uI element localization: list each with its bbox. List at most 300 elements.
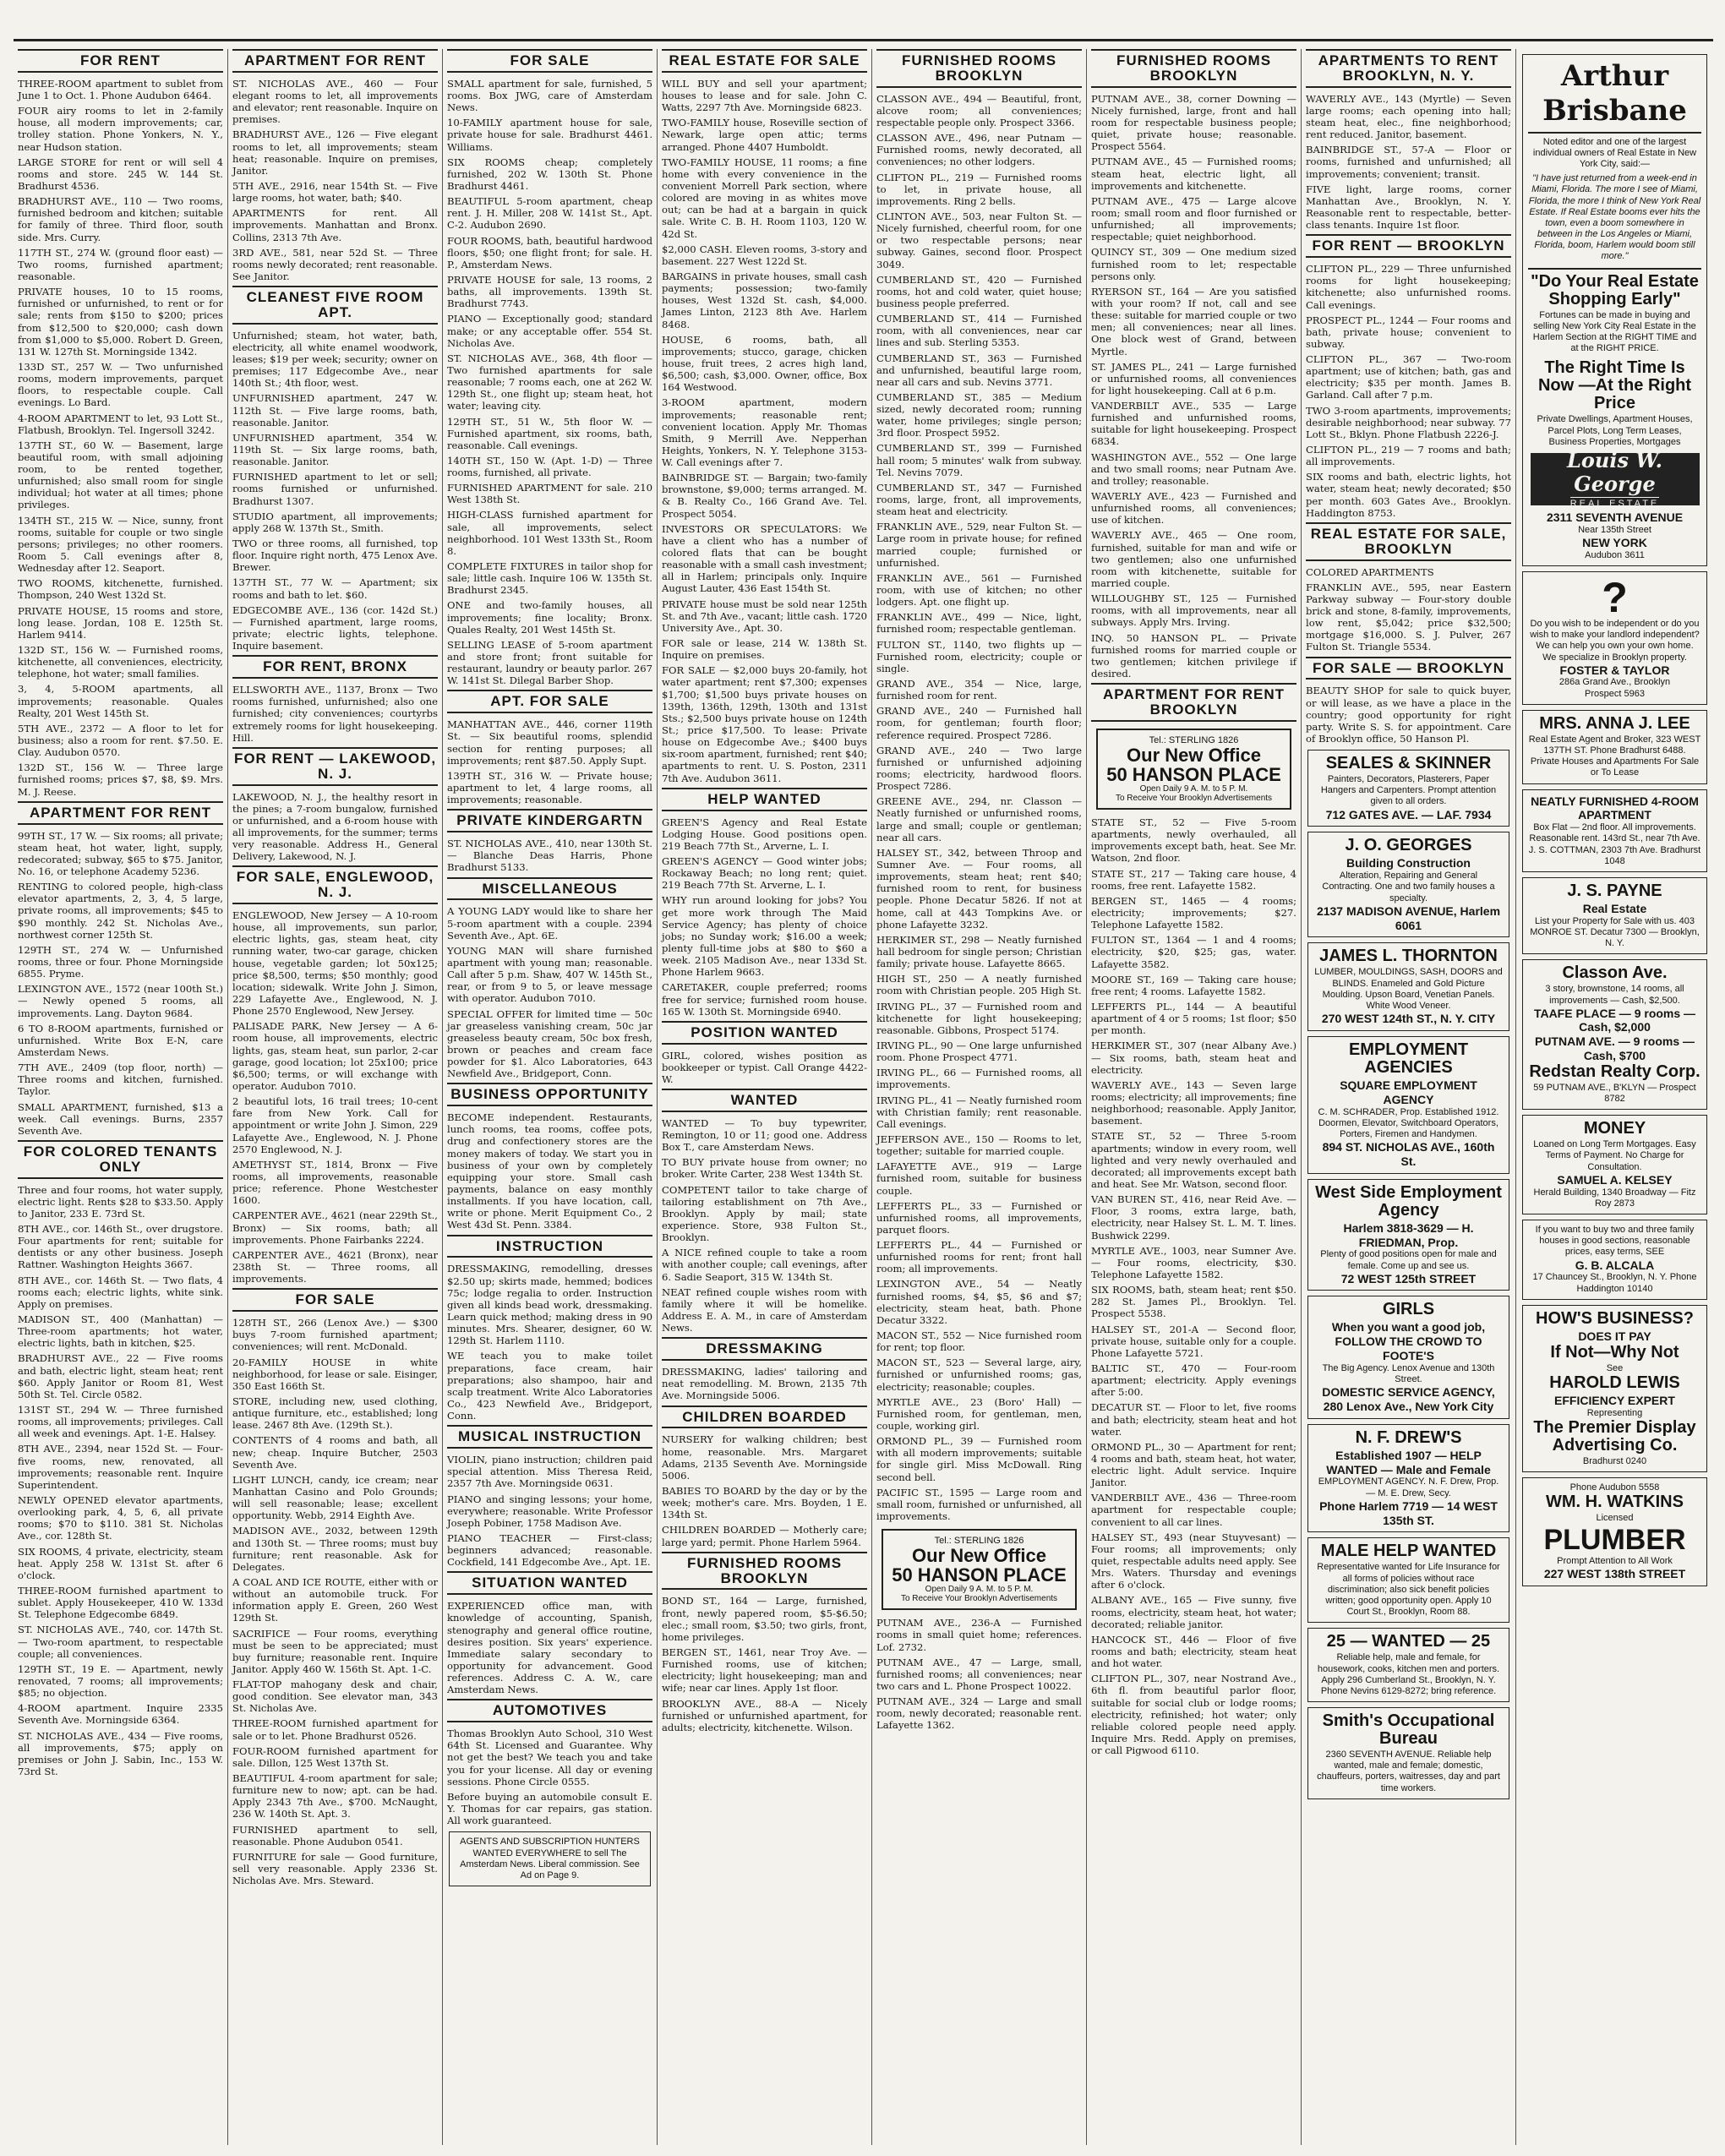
alcala-body: If you want to buy two and three family houses in good sections, reasonable prices, easy terms, SEE <box>1535 1224 1695 1258</box>
classon-addr: 59 PUTNAM AVE., B'KLYN — Prospect 8782 <box>1533 1082 1696 1105</box>
classified-ad: CLIFTON PL., 229 — Three unfurnished rooms for light housekeeping; kitchenette; also unfurnished rooms. Call evenings. <box>1306 263 1511 311</box>
brisbane-quote: "I have just returned from a week-end in Miami, Florida. The more I see of Miami, Florida, the more I think of New York Real Estate. If Real Estate booms ever hits the town, even a boom somewhere in between in the Los Angeles or Miami, Florida, boom, Harlem would boom still more." <box>1528 173 1701 262</box>
display-ad-extra: 2137 MADISON AVENUE, Harlem 6061 <box>1316 903 1501 932</box>
column-2 <box>228 49 443 2145</box>
display-ad-sub: When you want a good job, FOLLOW THE CROWD TO FOOTE'S <box>1331 1320 1486 1363</box>
classified-ad: CUMBERLAND ST., 363 — Furnished and unfurnished, beautiful large room, near all cars and sub. Nevins 3771. <box>876 352 1082 388</box>
foster-phone: Prospect 5963 <box>1585 688 1645 699</box>
ad-list <box>447 1111 652 1231</box>
classified-ad: IRVING PL., 37 — Furnished room and kitchenette for light housekeeping; reasonable. Gibbons, Prospect 5174. <box>876 1000 1082 1036</box>
classified-ad: DRESSMAKING, remodelling, dresses $2.50 up; skirts made, hemmed; bodices 75c; lodge regalia to order. Instruction given all kinds bead work, dressmaking. Learn quick method; making dress in 90 minutes. Mrs. Shearer, designer, 60 W. 129th St. Harlem 1110. <box>447 1263 652 1347</box>
ad-list <box>232 1317 438 1886</box>
column-4 <box>658 49 872 2145</box>
money-ad <box>1522 1115 1707 1214</box>
classified-ad: THREE-ROOM furnished apartment to sublet. Apply Housekeeper, 410 W. 133d St. Telephone Edgecombe 6849. <box>18 1584 223 1621</box>
lee-ad <box>1522 710 1707 784</box>
cottman-sig: J. S. COTTMAN, 2303 7th Ave. Bradhurst 1048 <box>1528 844 1701 866</box>
classified-ad: THREE-ROOM furnished apartment for sale or to let. Phone Bradhurst 0526. <box>232 1717 438 1742</box>
ad-list <box>447 718 652 805</box>
classified-ad: CONTENTS of 4 rooms and bath, all new; cheap. Inquire Butcher, 2503 Seventh Ave. <box>232 1434 438 1471</box>
classon-putnam: PUTNAM AVE. — 9 rooms — Cash, $700 <box>1534 1034 1695 1063</box>
classified-ad: INQ. 50 HANSON PL. — Private furnished rooms for married couple or two gentlemen; kitchen privilege if desired. <box>1091 631 1296 680</box>
ad-list <box>18 1184 223 1777</box>
display-ad-extra: 72 WEST 125th STREET <box>1340 1271 1477 1285</box>
classified-ad: 5TH AVE., 2916, near 154th St. — Five large rooms, hot water, bath; $40. <box>232 179 438 205</box>
classified-ad: PRIVATE house must be sold near 125th St. and 7th Ave., vacant; little cash. 1720 University Ave., Apt. 30. <box>662 598 867 634</box>
ad-list <box>447 838 652 873</box>
classified-ad: GIRL, colored, wishes position as bookkeeper or typist. Call Orange 4422-W. <box>662 1049 867 1085</box>
logo-sub: REAL ESTATE <box>1569 499 1660 510</box>
display-ad-body: EMPLOYMENT AGENCY. N. F. Drew, Prop. — M. E. Drew, Secy. <box>1318 1476 1499 1498</box>
ad-list <box>447 1454 652 1568</box>
classified-ad: BAINBRIDGE ST. — Bargain; two-family brownstone, $9,000; terms arranged. M. & B. Realty Co., 166 Grand Ave. Tel. Prospect 5054. <box>662 472 867 520</box>
classified-ad: VANDERBILT AVE., 436 — Three-room apartment for respectable couple; convenient to all car lines. <box>1091 1492 1296 1528</box>
ad-list <box>1306 566 1511 653</box>
display-ad <box>1307 1707 1509 1799</box>
classon-body: 3 story, brownstone, 14 rooms, all improvements — Cash, $2,500. <box>1545 984 1684 1006</box>
classified-ad: IRVING PL., 90 — One large unfurnished room. Phone Prospect 4771. <box>876 1039 1082 1064</box>
classified-ad: NURSERY for walking children; best home, reasonable. Mrs. Margaret Adams, 2135 Seventh Ave. Morningside 5006. <box>662 1433 867 1482</box>
display-ad-body: Reliable help, male and female, for housework, cooks, kitchen men and porters. Apply 296 Cumberland St., Brooklyn, N. Y. Phone Nevins 6129-8272; bring reference. <box>1317 1652 1500 1696</box>
slogan-2-body: Private Dwellings, Apartment Houses, Parcel Plots, Long Term Leases, Business Properties, Mortgages <box>1537 414 1693 447</box>
classified-ad: 140TH ST., 150 W. (Apt. 1-D) — Three rooms, furnished, all private. <box>447 454 652 479</box>
display-ad-body: LUMBER, MOULDINGS, SASH, DOORS and BLINDS. Enameled and Gold Picture Moulding. Upson Board, Venetian Panels. White Wood Veneer. <box>1314 967 1503 1011</box>
classified-ad: VAN BUREN ST., 416, near Reid Ave. — Floor, 3 rooms, extra large, bath, electricity, near Halsey St. L. M. T. lines. Bushwick 2299. <box>1091 1193 1296 1242</box>
display-ad-body: Representative wanted for Life Insurance for all forms of policies without race discrimination; also sick benefit policies written; good opportunity open. Apply 10 Court St., Brooklyn, Room 88. <box>1317 1562 1500 1618</box>
hanson-line4: To Receive Your Brooklyn Advertisements <box>900 1594 1058 1604</box>
classified-ad: VIOLIN, piano instruction; children paid special attention. Miss Theresa Reid, 2357 7th Ave. Morningside 0631. <box>447 1454 652 1490</box>
display-ad-body: The Big Agency. Lenox Avenue and 130th Street. <box>1322 1362 1495 1385</box>
classified-ad: BEAUTY SHOP for sale to quick buyer, or will lease, as we have a place in the country; good opportunity for right party. Write S. S. for appointment. Care of Brooklyn office, 50 Hanson Pl. <box>1306 685 1511 745</box>
classified-ad: PUTNAM AVE., 45 — Furnished rooms; steam heat, electric light, all improvements and kitchenette. <box>1091 156 1296 192</box>
ad-list <box>232 330 438 652</box>
section-header: MUSICAL INSTRUCTION <box>447 1425 652 1449</box>
section-header: FOR SALE — BROOKLYN <box>1306 657 1511 680</box>
classified-ad: 132D ST., 156 W. — Three large furnished rooms; prices $7, $8, $9. Mrs. M. J. Reese. <box>18 761 223 798</box>
classified-ad: ST. NICHOLAS AVE., 434 — Five rooms, all improvements, $75; apply on premises or John J. Sabin, Inc., 153 W. 73rd St. <box>18 1729 223 1777</box>
classified-ad: Thomas Brooklyn Auto School, 310 West 64th St. Licensed and Guarantee. Why not get the best? We teach you and take you for your license. All day or evening sessions. Phone Circle 0555. <box>447 1728 652 1788</box>
classified-ad: EDGECOMBE AVE., 136 (cor. 142d St.) — Furnished apartment, large rooms, private; electric lights, telephone. Inquire basement. <box>232 603 438 652</box>
classified-ad: 139TH ST., 316 W. — Private house; apartment to let, 4 large rooms, all improvements; reasonable. <box>447 769 652 806</box>
brisbane-ad <box>1522 54 1707 566</box>
display-ad <box>1307 832 1509 937</box>
classified-ad: DECATUR ST. — Floor to let, five rooms and bath; electricity, steam heat and hot water. <box>1091 1401 1296 1438</box>
classified-ad: ST. NICHOLAS AVE., 460 — Four elegant rooms to let, all improvements and elevator; rent reasonable. Inquire on premises. <box>232 77 438 126</box>
classified-ad: FOUR-ROOM furnished apartment for sale. Dillon, 125 West 137th St. <box>232 1744 438 1769</box>
watkins-body: Prompt Attention to All Work <box>1557 1556 1673 1567</box>
section-header: BUSINESS OPPORTUNITY <box>447 1083 652 1106</box>
classified-ad: PACIFIC ST., 1595 — Large room and small room, furnished or unfurnished, all improvements. <box>876 1486 1082 1523</box>
classified-ad: AMETHYST ST., 1814, Bronx — Five rooms, all improvements, reasonable price; reference. Phone Westchester 1600. <box>232 1158 438 1207</box>
classified-ad: WE teach you to make toilet preparations, face cream, hair preparations; also shampoo, hair and scalp treatment. Write Alco Laboratories Co., 423 Newfield Ave., Bridgeport, Conn. <box>447 1350 652 1422</box>
classified-ad: HERKIMER ST., 307 (near Albany Ave.) — Six rooms, bath, steam heat and electricity. <box>1091 1040 1296 1076</box>
classified-ad: 8TH AVE., cor. 146th St. — Two flats, 4 rooms each; electric lights, white sink. Apply on premises. <box>18 1274 223 1310</box>
classified-ad: ENGLEWOOD, New Jersey — A 10-room house, all improvements, sun parlor, electric lights, gas, steam heat, city running water, two-car garage, chicken house, vegetable garden; lot 50x125; price $8,500, terms; $50 monthly; good location; sidewalk. Write John J. Simon, 229 Lafayette Ave., Englewood, N. J. Phone 2570 Englewood, New Jersey. <box>232 909 438 1018</box>
classified-ad: HIGH ST., 250 — A neatly furnished room with Christian people. 205 High St. <box>876 973 1082 997</box>
alcala-name: G. B. ALCALA <box>1575 1258 1655 1272</box>
classified-ad: GRAND AVE., 240 — Two large furnished or unfurnished adjoining rooms; electricity, hardwood floors. Prospect 7286. <box>876 744 1082 793</box>
classified-ad: UNFURNISHED apartment, 247 W. 112th St. — Five large rooms, bath, reasonable. Janitor. <box>232 392 438 428</box>
classified-ad: NEAT refined couple wishes room with family where it will be homelike. Address E. A. M., in care of Amsterdam News. <box>662 1285 867 1335</box>
classified-ad: BEAUTIFUL 4-room apartment for sale; furniture new to now; apt. can be had. Apply 2343 7th Ave., $700. McNaught, 236 W. 140th St. Apt. 3. <box>232 1772 438 1820</box>
classified-ad: ALBANY AVE., 165 — Five sunny, five rooms, electricity, steam heat, hot water; decorated; reliable janitor. <box>1091 1594 1296 1630</box>
classified-ad: LAFAYETTE AVE., 919 — Large furnished room, suitable for business couple. <box>876 1160 1082 1197</box>
classified-ad: 5TH AVE., 2372 — A floor to let for business; also a room for rent. $7.50. E. Clay. Audubon 0570. <box>18 722 223 759</box>
classified-ad: WANTED — To buy typewriter, Remington, 10 or 11; good one. Address Box T., care Amsterdam News. <box>662 1116 867 1154</box>
hanson-line1: Our New Office <box>1127 744 1261 766</box>
classified-ad: CHILDREN BOARDED — Motherly care; large yard; permit. Phone Harlem 5964. <box>662 1524 867 1548</box>
section-header: POSITION WANTED <box>662 1021 867 1045</box>
classified-ad: TWO-FAMILY house, Roseville section of Newark, large open attic; terms arranged. Phone 4407 Humboldt. <box>662 117 867 153</box>
george-addr1: 2311 SEVENTH AVENUE <box>1546 510 1684 524</box>
classified-ad: LEXINGTON AVE., 54 — Neatly furnished rooms, $4, $5, $6 and $7; electricity, steam heat, bath. Phone Decatur 3322. <box>876 1278 1082 1326</box>
lewis-ad <box>1522 1305 1707 1472</box>
classified-ad: 3RD AVE., 581, near 52d St. — Three rooms newly decorated; rent reasonable. See Janitor. <box>232 246 438 282</box>
classified-ad: HALSEY ST., 201-A — Second floor, private house, suitable only for a couple. Phone Lafayette 5721. <box>1091 1323 1296 1359</box>
classified-ad: TWO or three rooms, all furnished, top floor. Inquire right north, 475 Lenox Ave. Brewer. <box>232 538 438 574</box>
classified-ad: UNFURNISHED apartment, 354 W. 119th St. — Six large rooms, bath, reasonable. Janitor. <box>232 431 438 468</box>
section-header: FOR RENT — BROOKLYN <box>1306 234 1511 258</box>
classified-ad: CLINTON AVE., 503, near Fulton St. — Nicely furnished, cheerful room, for one or two respectable persons; near subway. Gaines, second floor. Prospect 3049. <box>876 210 1082 270</box>
classified-ad: A NICE refined couple to take a room with another couple; call evenings, after 6. Sadie Seaport, 315 W. 134th St. <box>662 1247 867 1283</box>
brisbane-intro: Noted editor and one of the largest individual owners of Real Estate in New York City, said:— <box>1532 136 1697 169</box>
lee-body: Real Estate Agent and Broker, 323 WEST 137TH ST. Phone Bradhurst 6488. Private Houses and Apartments For Sale or To Lease <box>1528 734 1701 778</box>
money-name: MONEY <box>1583 1119 1646 1138</box>
classified-ad: SELLING LEASE of 5-room apartment and store front; front suitable for restaurant, laundry or beauty parlor. 267 W. 141st St. Dilegal Barber Shop. <box>447 638 652 687</box>
display-ad <box>1307 1179 1509 1291</box>
classified-ad: BABIES TO BOARD by the day or by the week; mother's care. Mrs. Boyden, 1 E. 134th St. <box>662 1484 867 1521</box>
classified-ad: FRANKLIN AVE., 499 — Nice, light, furnished room; respectable gentleman. <box>876 611 1082 636</box>
classified-ad: STATE ST., 52 — Five 5-room apartments, newly overhauled, all improvements except bath, heat. See Mr. Watson, 2nd floor. <box>1091 816 1296 865</box>
logo-script: Louis W. George <box>1567 447 1662 497</box>
classified-ad: 132D ST., 156 W. — Furnished rooms, kitchenette, all conveniences, electricity, telephone, hot water; small families. <box>18 644 223 680</box>
classified-ad: GRAND AVE., 240 — Furnished hall room, for gentleman; fourth floor; reference required. Prospect 7286. <box>876 705 1082 741</box>
classified-ad: CLIFTON PL., 367 — Two-room apartment; use of kitchen; bath, gas and electricity; $35 per month. James B. Garland. Call after 7 p.m. <box>1306 353 1511 401</box>
classified-ad: SIX ROOMS cheap; completely furnished, 202 W. 130th St. Phone Bradhurst 4461. <box>447 156 652 192</box>
columns-container <box>14 49 1713 2145</box>
ad-list <box>232 791 438 863</box>
classified-ad: SACRIFICE — Four rooms, everything must be seen to be appreciated; must buy furniture; reasonable rent. Inquire Janitor. Apply 460 W. 156th St. Apt. 1-C. <box>232 1627 438 1675</box>
display-ad-name: West Side Employment Agency <box>1315 1182 1502 1220</box>
classified-ad: FURNISHED APARTMENT for sale. 210 West 138th St. <box>447 482 652 506</box>
ad-list <box>662 1050 867 1085</box>
classified-ad: TO BUY private house from owner; no broker. Write Carter, 238 West 134th St. <box>662 1156 867 1181</box>
classified-ad: TWO-FAMILY HOUSE, 11 rooms; a fine home with every convenience in the convenient Morrell Park section, where colored are moving in as whites move out; can be had at a bargain in quick sale. Write C. B. H. Room 1103, 120 W. 42d St. <box>662 156 867 240</box>
classified-ad: CUMBERLAND ST., 399 — Furnished hall room; 5 minutes' walk from subway. Tel. Nevins 7079. <box>876 442 1082 478</box>
classified-ad: CLIFTON PL., 219 — Furnished rooms to let, in private house, all improvements. Ring 2 bells. <box>876 171 1082 207</box>
display-ad <box>1307 1036 1509 1174</box>
classified-ad: CLIFTON PL., 219 — 7 rooms and bath; all improvements. <box>1306 444 1511 468</box>
section-header: PRIVATE KINDERGARTN <box>447 809 652 832</box>
brisbane-name: Arthur Brisbane <box>1528 59 1701 134</box>
classified-ad: APARTMENTS for rent. All improvements. Manhattan and Bronx. Collins, 2313 7th Ave. <box>232 207 438 243</box>
classified-ad: Before buying an automobile consult E. Y. Thomas for car repairs, gas station. All work guaranteed. <box>447 1790 652 1827</box>
display-ad <box>1307 1296 1509 1418</box>
classified-ad: CLASSON AVE., 494 — Beautiful, front, alcove room; all conveniences; respectable people only. Prospect 3366. <box>876 92 1082 128</box>
classified-ad: 129TH ST., 19 E. — Apartment, newly renovated, 7 rooms; all improvements; $85; no objection. <box>18 1662 223 1700</box>
display-ad-name: Smith's Occupational Bureau <box>1322 1711 1495 1749</box>
classified-ad: WILL BUY and sell your apartment; houses to lease and for sale. John C. Watts, 2297 7th Ave. Morningside 6823. <box>662 77 867 114</box>
section-header: CLEANEST FIVE ROOM APT. <box>232 286 438 325</box>
classified-ad: LAKEWOOD, N. J., the healthy resort in the pines; a 7-room bungalow, furnished or unfurnished, and a 6-room house with all improvements, for the summer; terms very reasonable. Address H., General Delivery, Lakewood, N. J. <box>232 790 438 863</box>
section-header: INSTRUCTION <box>447 1235 652 1258</box>
payne-name: J. S. PAYNE <box>1567 881 1662 900</box>
hanson-line3: Open Daily 9 A. M. to 5 P. M. <box>1139 784 1248 794</box>
classified-ad: 7TH AVE., 2409 (top floor, north) — Three rooms and kitchen, furnished. Taylor. <box>18 1062 223 1098</box>
classified-ad: ORMOND PL., 30 — Apartment for rent; 4 rooms and bath, steam heat, hot water, electric light. Adult service. Inquire Janitor. <box>1091 1440 1296 1489</box>
classified-ad: PIANO and singing lessons; your home, everywhere; reasonable. Write Professor Joseph Pobiner, 1758 Madison Ave. <box>447 1493 652 1529</box>
classified-ad: CARPENTER AVE., 4621 (near 229th St., Bronx) — Six rooms, bath; all improvements. Phone Fairbanks 2224. <box>232 1209 438 1246</box>
classified-ad: LEXINGTON AVE., 1572 (near 100th St.) — Newly opened 5 rooms, all improvements. Lang. Dayton 9684. <box>18 983 223 1019</box>
classified-ad: 137TH ST., 77 W. — Apartment; six rooms and bath to let. $60. <box>232 576 438 601</box>
lewis-see: See <box>1606 1362 1624 1373</box>
lee-name: MRS. ANNA J. LEE <box>1539 713 1690 733</box>
classified-ad: FRANKLIN AVE., 561 — Furnished room, with use of kitchen; no other lodgers. Apt. one flight up. <box>876 571 1082 609</box>
section-header: FOR RENT — LAKEWOOD, N. J. <box>232 747 438 786</box>
classified-ad: Unfurnished; steam, hot water, bath, electricity, all white enamel woodwork, leases; $19 per week; security; owner on premises; 117 Edgecombe Ave., near 140th St.; 4th floor, west. <box>232 329 438 390</box>
classified-ad: FRANKLIN AVE., 529, near Fulton St. — Large room in private house; for refined married couple; furnished or unfurnished. <box>876 521 1082 569</box>
ad-list <box>1306 263 1511 519</box>
lewis-h2: DOES IT PAY <box>1578 1329 1651 1343</box>
classified-ad: COLORED APARTMENTS <box>1306 565 1434 578</box>
display-ad-sub: Established 1907 — HELP WANTED — Male and Female <box>1326 1448 1491 1476</box>
hanson-line3: Open Daily 9 A. M. to 5 P. M. <box>925 1585 1034 1595</box>
display-ad-extra: 712 GATES AVE. — LAF. 7934 <box>1325 807 1492 821</box>
display-ad <box>1307 750 1509 827</box>
ad-list <box>662 1366 867 1401</box>
classified-ad: 4-ROOM APARTMENT to let, 93 Lott St., Flatbush, Brooklyn. Tel. Ingersoll 3242. <box>18 412 223 436</box>
classified-ad: SIX rooms and bath, electric lights, hot water, steam heat; newly decorated; $50 per month. 603 Gates Ave., Brooklyn. Haddington 8753. <box>1306 471 1511 519</box>
hanson-tel: Tel.: STERLING 1826 <box>934 1536 1024 1547</box>
george-addr3: NEW YORK <box>1582 535 1647 549</box>
ad-list <box>232 78 438 282</box>
classified-ad: FURNISHED apartment to let or sell; rooms furnished or unfurnished. Bradhurst 1307. <box>232 471 438 507</box>
classified-ad: PALISADE PARK, New Jersey — A 6-room house, all improvements, electric lights, gas, steam heat, sun parlor, 2-car garage, good location; lot 25x100; price $6,500; terms, or will exchange with operator. Audubon 7010. <box>232 1020 438 1093</box>
classon-taafe: TAAFE PLACE — 9 rooms — Cash, $2,000 <box>1533 1006 1696 1034</box>
classified-ad: LEFFERTS PL., 33 — Furnished or unfurnished rooms, all improvements, parquet floors. <box>876 1199 1082 1236</box>
agents-wanted-ad <box>449 1831 651 1886</box>
classified-ad: GREEN'S AGENCY — Good winter jobs; Rockaway Beach; no long rent; quiet. 219 Beach 77th St. Arverne, L. I. <box>662 854 867 892</box>
classified-ad: 6 TO 8-ROOM apartments, furnished or unfurnished. Write Box E-N, care Amsterdam News. <box>18 1022 223 1058</box>
classified-ad: MADISON ST., 400 (Manhattan) — Three-room apartments; hot water, electric lights, bath in kitchen, $25. <box>18 1313 223 1350</box>
display-ad-body: C. M. SCHRADER, Prop. Established 1912. Doormen, Elevator, Switchboard Operators, Porters, Firemen and Handymen. <box>1318 1106 1499 1139</box>
display-ad-sub: Harlem 3818-3629 — H. FRIEDMAN, Prop. <box>1343 1220 1474 1249</box>
display-ad-extra: DOMESTIC SERVICE AGENCY, 280 Lenox Ave., New York City <box>1322 1385 1495 1414</box>
money-who: SAMUEL A. KELSEY <box>1557 1172 1673 1187</box>
classified-ad: ST. NICHOLAS AVE., 368, 4th floor — Two furnished apartments for sale reasonable; 7 rooms each, one at 262 W. 129th St., one flight up; steam heat, hot water; leaving city. <box>447 352 652 412</box>
classified-ad: 3-ROOM apartment, modern improvements; reasonable rent; convenient location. Apply Mr. Thomas Smith, 9 Merrill Ave. Nepperhan Heights, Yonkers, N. Y. Telephone 3153-W. Call evenings after 7. <box>662 396 867 469</box>
classified-ad: LEFFERTS PL., 44 — Furnished or unfurnished rooms for rent; front hall room; all improvements. <box>876 1239 1082 1275</box>
classified-ad: CLIFTON PL., 307, near Nostrand Ave., 6th fl. from beautiful parlor floor, suitable for social club or lodge rooms; electricity, refinished; hot water; only reliable colored people need apply. Inquire Mrs. Redd. Apply on premises, or call Pigwood 6110. <box>1091 1673 1296 1757</box>
classified-ad: 4-ROOM apartment. Inquire 2335 Seventh Ave. Morningside 6364. <box>18 1702 223 1727</box>
lewis-firm: The Premier Display Advertising Co. <box>1533 1417 1696 1455</box>
classified-ad: MACON ST., 523 — Several large, airy, furnished or unfurnished rooms; gas, electricity; reasonable; couples. <box>876 1356 1082 1393</box>
classified-ad: PUTNAM AVE., 236-A — Furnished rooms in small quiet home; references. Lof. 2732. <box>876 1617 1082 1653</box>
classified-ad: GREEN'S Agency and Real Estate Lodging House. Good positions open. 219 Beach 77th St., Arverne, L. I. <box>662 816 867 852</box>
classified-ad: LIGHT LUNCH, candy, ice cream; near Manhattan Casino and Polo Grounds; will sell reasonable; lease; excellent opportunity. Webb, 2914 Eighth Ave. <box>232 1473 438 1522</box>
classified-ad: 133D ST., 257 W. — Two unfurnished rooms, modern improvements, parquet floors, to respectable couple. Call evenings. Lo Bard. <box>18 360 223 409</box>
ad-list <box>447 78 652 687</box>
display-ad-extra: 270 WEST 124th ST., N. Y. CITY <box>1321 1012 1496 1026</box>
lewis-rep: Representing <box>1586 1407 1643 1418</box>
section-header: FURNISHED ROOMS BROOKLYN <box>1091 49 1296 88</box>
classified-ad: HALSEY ST., 493 (near Stuyvesant) — Four rooms; all improvements; only quiet, respectable adults need apply. See Mrs. Waters. Thursday and evenings after 6 o'clock. <box>1091 1531 1296 1591</box>
classified-ad: PUTNAM AVE., 475 — Large alcove room; small room and floor furnished or unfurnished; all improvements; respectable; quiet neighborhood. <box>1091 194 1296 243</box>
classified-ad: COMPETENT tailor to take charge of tailoring establishment on 7th Ave., Brooklyn. Apply by mail; state experience. Store, 938 Fulton St., Brooklyn. <box>662 1183 867 1244</box>
classified-ad: A COAL AND ICE ROUTE, either with or without an automobile truck. For information apply E. Green, 260 West 129th St. <box>232 1575 438 1624</box>
classified-ad: WILLOUGHBY ST., 125 — Furnished rooms, with all improvements, near all subways. Apply Mrs. Irving. <box>1091 592 1296 629</box>
cottman-body: Box Flat — 2nd floor. All improvements. Reasonable rent. 143rd St., near 7th Ave. <box>1529 822 1700 844</box>
section-header: REAL ESTATE FOR SALE, BROOKLYN <box>1306 522 1511 561</box>
ad-list <box>662 78 867 784</box>
section-header: FOR RENT, BRONX <box>232 655 438 679</box>
classified-ad: ST. NICHOLAS AVE., 410, near 130th St. — Blanche Deas Harris, Phone Bradhurst 5133. <box>447 838 652 874</box>
column-7 <box>1302 49 1516 2145</box>
classified-ad: BRADHURST AVE., 126 — Five elegant rooms to let, all improvements; steam heat; reasonable. Inquire on premises, Janitor. <box>232 128 438 177</box>
section-header: HELP WANTED <box>662 788 867 811</box>
classified-ad: HALSEY ST., 342, between Throop and Sumner Ave. — Four rooms, all improvements, steam heat; rent $40; furnished room to rent, for business people. Phone Decatur 5826. If not at home, call at 443 Tompkins Ave. or phone Lafayette 3232. <box>876 846 1082 931</box>
watkins-addr: 227 WEST 138th STREET <box>1543 1567 1686 1581</box>
alcala-ad <box>1522 1220 1707 1300</box>
classified-ad: CUMBERLAND ST., 420 — Furnished rooms, hot and cold water, quiet house; business people preferred. <box>876 273 1082 309</box>
agents-wanted-text: AGENTS AND SUBSCRIPTION HUNTERS WANTED EVERYWHERE to sell The Amsterdam News. Liberal commission. See Ad on Page 9. <box>460 1837 640 1880</box>
ad-list <box>447 1728 652 1826</box>
section-header: APARTMENT FOR RENT <box>232 49 438 73</box>
classified-ad: 20-FAMILY HOUSE in white neighborhood, for lease or sale. Eisinger, 350 East 166th St. <box>232 1356 438 1392</box>
classified-ad: DRESSMAKING, ladies' tailoring and neat remodelling. M. Brown, 2135 7th Ave. Morningside 5006. <box>662 1366 867 1402</box>
watkins-ad <box>1522 1477 1707 1586</box>
classified-ad: A YOUNG LADY would like to share her 5-room apartment with a couple. 2394 Seventh Ave., Apt. 6E. <box>447 905 652 942</box>
ad-list <box>232 909 438 1285</box>
classified-ad: QUINCY ST., 309 — One medium sized furnished room to let; respectable persons only. <box>1091 246 1296 282</box>
foster-body: Do you wish to be independent or do you wish to make your landlord independent? We can help you own your own home. We specialize in Brooklyn property. <box>1530 618 1700 663</box>
display-ad-body: Painters, Decorators, Plasterers, Paper Hangers and Carpenters. Prompt attention given to all orders. <box>1320 774 1497 807</box>
classified-ad: ONE and two-family houses, all improvements; fine locality; Bronx. Quales Realty, 201 West 145th St. <box>447 599 652 636</box>
classon-ad <box>1522 959 1707 1110</box>
ad-list <box>662 1117 867 1334</box>
question-mark-icon: ? <box>1602 573 1628 621</box>
top-rule <box>14 39 1713 41</box>
classified-ad: BROOKLYN AVE., 88-A — Nicely furnished or unfurnished apartment, for adults; electricity, kitchenette. Wilson. <box>662 1697 867 1733</box>
classified-ad: STUDIO apartment, all improvements; apply 268 W. 137th St., Smith. <box>232 510 438 534</box>
hanson-line4: To Receive Your Brooklyn Advertisements <box>1115 794 1273 804</box>
slogan-1: "Do Your Real Estate Shopping Early" <box>1531 271 1699 308</box>
classified-ad: EXPERIENCED office man, with knowledge of accounting, Spanish, stenography and general office routine, desires position. Six years' experience. Immediate salary secondary to opportunity for advancement. Good references. Address C. A. W., care Amsterdam News. <box>447 1600 652 1696</box>
classified-ad: HOUSE, 6 rooms, bath, all improvements; stucco, garage, chicken house, fruit trees, 2 acres high land, $6,500; cash, $3,000. Owner, office, Box 164 Westwood. <box>662 333 867 394</box>
foster-addr: 286a Grand Ave., Brooklyn <box>1559 677 1671 688</box>
classon-firm: Redstan Realty Corp. <box>1529 1062 1700 1081</box>
classified-ad: WAVERLY AVE., 143 (Myrtle) — Seven large rooms; each opening into hall; steam heat, elec., fine neighborhood; rent reduced. Janitor, basement. <box>1306 92 1511 141</box>
classified-ad: 8TH AVE., 2394, near 152d St. — Four-five rooms, new, renovated, all improvements; reasonable rent. Inquire Superintendent. <box>18 1443 223 1491</box>
hanson-line1: Our New Office <box>912 1545 1046 1567</box>
hanson-office-ad <box>882 1529 1077 1610</box>
classified-ad: 10-FAMILY apartment house for sale, private house for sale. Bradhurst 4461. Williams. <box>447 117 652 153</box>
classified-ad: SIX ROOMS, bath, steam heat; rent $50. 282 St. James Pl., Brooklyn. Tel. Prospect 5538. <box>1091 1284 1296 1320</box>
classified-ad: YOUNG MAN will share furnished apartment with young man; reasonable. Call after 5 p.m. Shaw, 407 W. 145th St., rear, or from 9 to 5, or leave message with operator. Audubon 7010. <box>447 944 652 1005</box>
classified-ad: FULTON ST., 1140, two flights up — Furnished room, electricity; couple or single. <box>876 638 1082 674</box>
classified-ad: CLASSON AVE., 496, near Putnam — Furnished rooms, newly decorated, all conveniences; no other lodgers. <box>876 132 1082 168</box>
classified-ad: BOND ST., 164 — Large, furnished, front, newly papered room, $5-$6.50; elec.; small room, $3.50; two girls, front, home privileges. <box>662 1595 867 1643</box>
section-header: WANTED <box>662 1089 867 1112</box>
ad-list <box>447 905 652 1079</box>
classified-ad: Three and four rooms, hot water supply, electric light. Rents $28 to $33.50. Apply to Janitor, 233 E. 73rd St. <box>18 1183 223 1220</box>
ad-list <box>662 816 867 1018</box>
classified-ad: THREE-ROOM apartment to sublet from June 1 to Oct. 1. Phone Audubon 6464. <box>18 77 223 101</box>
classified-ad: STORE, including new, used clothing, antique furniture, etc., established; long lease. 2467 8th Ave. (129th St.). <box>232 1395 438 1432</box>
ad-list <box>18 78 223 798</box>
section-header: APARTMENT FOR RENT <box>18 801 223 825</box>
display-ad-name: EMPLOYMENT AGENCIES <box>1348 1040 1469 1077</box>
money-addr: Herald Building, 1340 Broadway — Fitz Roy 2873 <box>1533 1187 1696 1209</box>
classified-ad: STATE ST., 52 — Three 5-room apartments; window in every room, well lighted and very newly overhauled and decorated; all improvements except bath and heat. See Mr. Watson, second floor. <box>1091 1130 1296 1190</box>
classified-ad: MYRTLE AVE., 23 (Boro' Hall) — Furnished room, for gentleman, men, couple, working girl. <box>876 1395 1082 1433</box>
classified-ad: ST. NICHOLAS AVE., 740, cor. 147th St. — Two-room apartment, to respectable couple; all conveniences. <box>18 1624 223 1660</box>
payne-ad <box>1522 877 1707 954</box>
payne-sub: Real Estate <box>1582 901 1647 915</box>
ad-list <box>876 1617 1082 1731</box>
classified-ad: TWO ROOMS, kitchenette, furnished. Thompson, 240 West 132d St. <box>18 577 223 602</box>
column-3 <box>443 49 658 2145</box>
classified-ad: 128TH ST., 266 (Lenox Ave.) — $300 buys 7-room furnished apartment; conveniences; will rent. McDonald. <box>232 1317 438 1353</box>
classified-ad: 2 beautiful lots, 16 trail trees; 10-cent fare from New York. Call for appointment or write John J. Simon, 229 Lafayette Ave., Englewood, N. J. Phone 2570 Englewood, N. J. <box>232 1095 438 1155</box>
classified-ad: MACON ST., 552 — Nice furnished room for rent; top floor. <box>876 1329 1082 1354</box>
section-header: DRESSMAKING <box>662 1337 867 1361</box>
display-ad-name: GIRLS <box>1382 1300 1435 1319</box>
classified-ad: MANHATTAN AVE., 446, corner 119th St. — Six beautiful rooms, splendid section for renting purposes; all improvements; rent $87.50. Apply Supt. <box>447 718 652 767</box>
classified-ad: LARGE STORE for rent or will sell 4 rooms and store. 245 W. 144 St. Bradhurst 4536. <box>18 156 223 192</box>
classified-ad: MOORE ST., 169 — Taking care house; free rent; 4 rooms. Lafayette 1582. <box>1091 973 1296 997</box>
classified-ad: CUMBERLAND ST., 385 — Medium sized, newly decorated room; running water, home privileges; single person; 3rd floor. Prospect 5952. <box>876 390 1082 439</box>
lewis-h3: If Not—Why Not <box>1550 1342 1679 1362</box>
ad-list <box>447 1600 652 1695</box>
classified-ad: BAINBRIDGE ST., 57-A — Floor or rooms, furnished and unfurnished; all improvements; convenient; transit. <box>1306 144 1511 180</box>
display-ad-name: N. F. DREW'S <box>1355 1427 1462 1447</box>
classified-ad: ST. JAMES PL., 241 — Large furnished or unfurnished rooms, all conveniences for light housekeeping. Call at 6 p.m. <box>1091 360 1296 396</box>
classified-ad: FURNITURE for sale — Good furniture, sell very reasonable. Apply 2336 St. Nicholas Ave. Mrs. Steward. <box>232 1850 438 1887</box>
classified-ad: FOUR airy rooms to let in 2-family house, all modern improvements; car, trolley station. Phone Yonkers, N. Y., near Hudson station. <box>18 105 223 153</box>
classified-ad: FIVE light, large rooms, corner Manhattan Ave., Brooklyn, N. Y. Reasonable rent to respectable, better-class tenants. Inquire 1st floor. <box>1306 183 1511 232</box>
classified-ad: PIANO TEACHER — First-class; beginners advanced; reasonable. Cockfield, 141 Edgecombe Ave., Apt. 1E. <box>447 1531 652 1569</box>
classified-ad: 131ST ST., 294 W. — Three furnished rooms, all improvements; privileges. Call all week and evenings. Apt. 1-E. Halsey. <box>18 1404 223 1440</box>
section-header: CHILDREN BOARDED <box>662 1405 867 1429</box>
classified-ad: HERKIMER ST., 298 — Neatly furnished hall bedroom for single person; Christian family; private house. Lafayette 8665. <box>876 933 1082 970</box>
classified-ad: SMALL APARTMENT, furnished, $13 a week. Call evenings. Burns, 2357 Seventh Ave. <box>18 1100 223 1137</box>
classified-ad: INVESTORS OR SPECULATORS: We have a client who has a number of colored flats that can be bought reasonable with a small cash investment; all in Harlem; principals only. Inquire August Lauter, 436 East 154th St. <box>662 522 867 595</box>
display-ad-sub: Building Construction <box>1346 856 1471 871</box>
classified-ad: HIGH-CLASS furnished apartment for sale, all improvements, select neighborhood. 101 West 133th St., Room 8. <box>447 509 652 557</box>
foster-taylor-ad <box>1522 571 1707 705</box>
ad-list <box>662 1595 867 1733</box>
classified-ad: BECOME independent. Restaurants, lunch rooms, tea rooms, coffee pots, drug and confectionery stores are the money makers of today. We start you in business of your own by completely equipping your store. Small cash payments, balance on easy monthly installments. If you have location, call, write or phone. Merit Equipment Co., 2 West 43d St. Penn. 3384. <box>447 1111 652 1231</box>
cottman-ad <box>1522 789 1707 872</box>
classified-ad: BARGAINS in private houses, small cash payments; possession; two-family houses, West 132d St. cash, $4,000. James Linton, 2123 8th Ave. Harlem 8468. <box>662 270 867 330</box>
classified-ad: BERGEN ST., 1465 — 4 rooms; electricity; improvements; $27. Telephone Lafayette 1582. <box>1091 894 1296 931</box>
classified-ad: BRADHURST AVE., 22 — Five rooms and bath, electric light, steam heat; rent $60. Apply Janitor or Room 81, West 50th St. Tel. Circle 0582. <box>18 1352 223 1400</box>
watkins-lic: Licensed <box>1596 1513 1634 1524</box>
display-ad <box>1307 1424 1509 1533</box>
column-1 <box>14 49 228 2145</box>
classified-ad: BERGEN ST., 1461, near Troy Ave. — Furnished rooms, use of kitchen; electricity; light housekeeping; man and wife; near car lines. Apply 1st floor. <box>662 1646 867 1695</box>
display-ad-body: Plenty of good positions open for male and female. Come up and see us. <box>1320 1249 1497 1271</box>
lewis-name: HAROLD LEWIS <box>1549 1373 1680 1392</box>
classified-ad: FOUR ROOMS, bath, beautiful hardwood floors, $50; one flight front; for sale. H. P., Amsterdam News. <box>447 234 652 270</box>
ad-list <box>447 1263 652 1422</box>
display-ad <box>1307 942 1509 1031</box>
section-header: FURNISHED ROOMS BROOKLYN <box>662 1552 867 1591</box>
classified-ad: VANDERBILT AVE., 535 — Large furnished and unfurnished rooms, suitable for light housekeeping. Prospect 6834. <box>1091 400 1296 448</box>
foster-name: FOSTER & TAYLOR <box>1559 663 1670 677</box>
classified-ad: CUMBERLAND ST., 414 — Furnished room, with all conveniences, near car lines and sub. Sterling 5353. <box>876 313 1082 349</box>
